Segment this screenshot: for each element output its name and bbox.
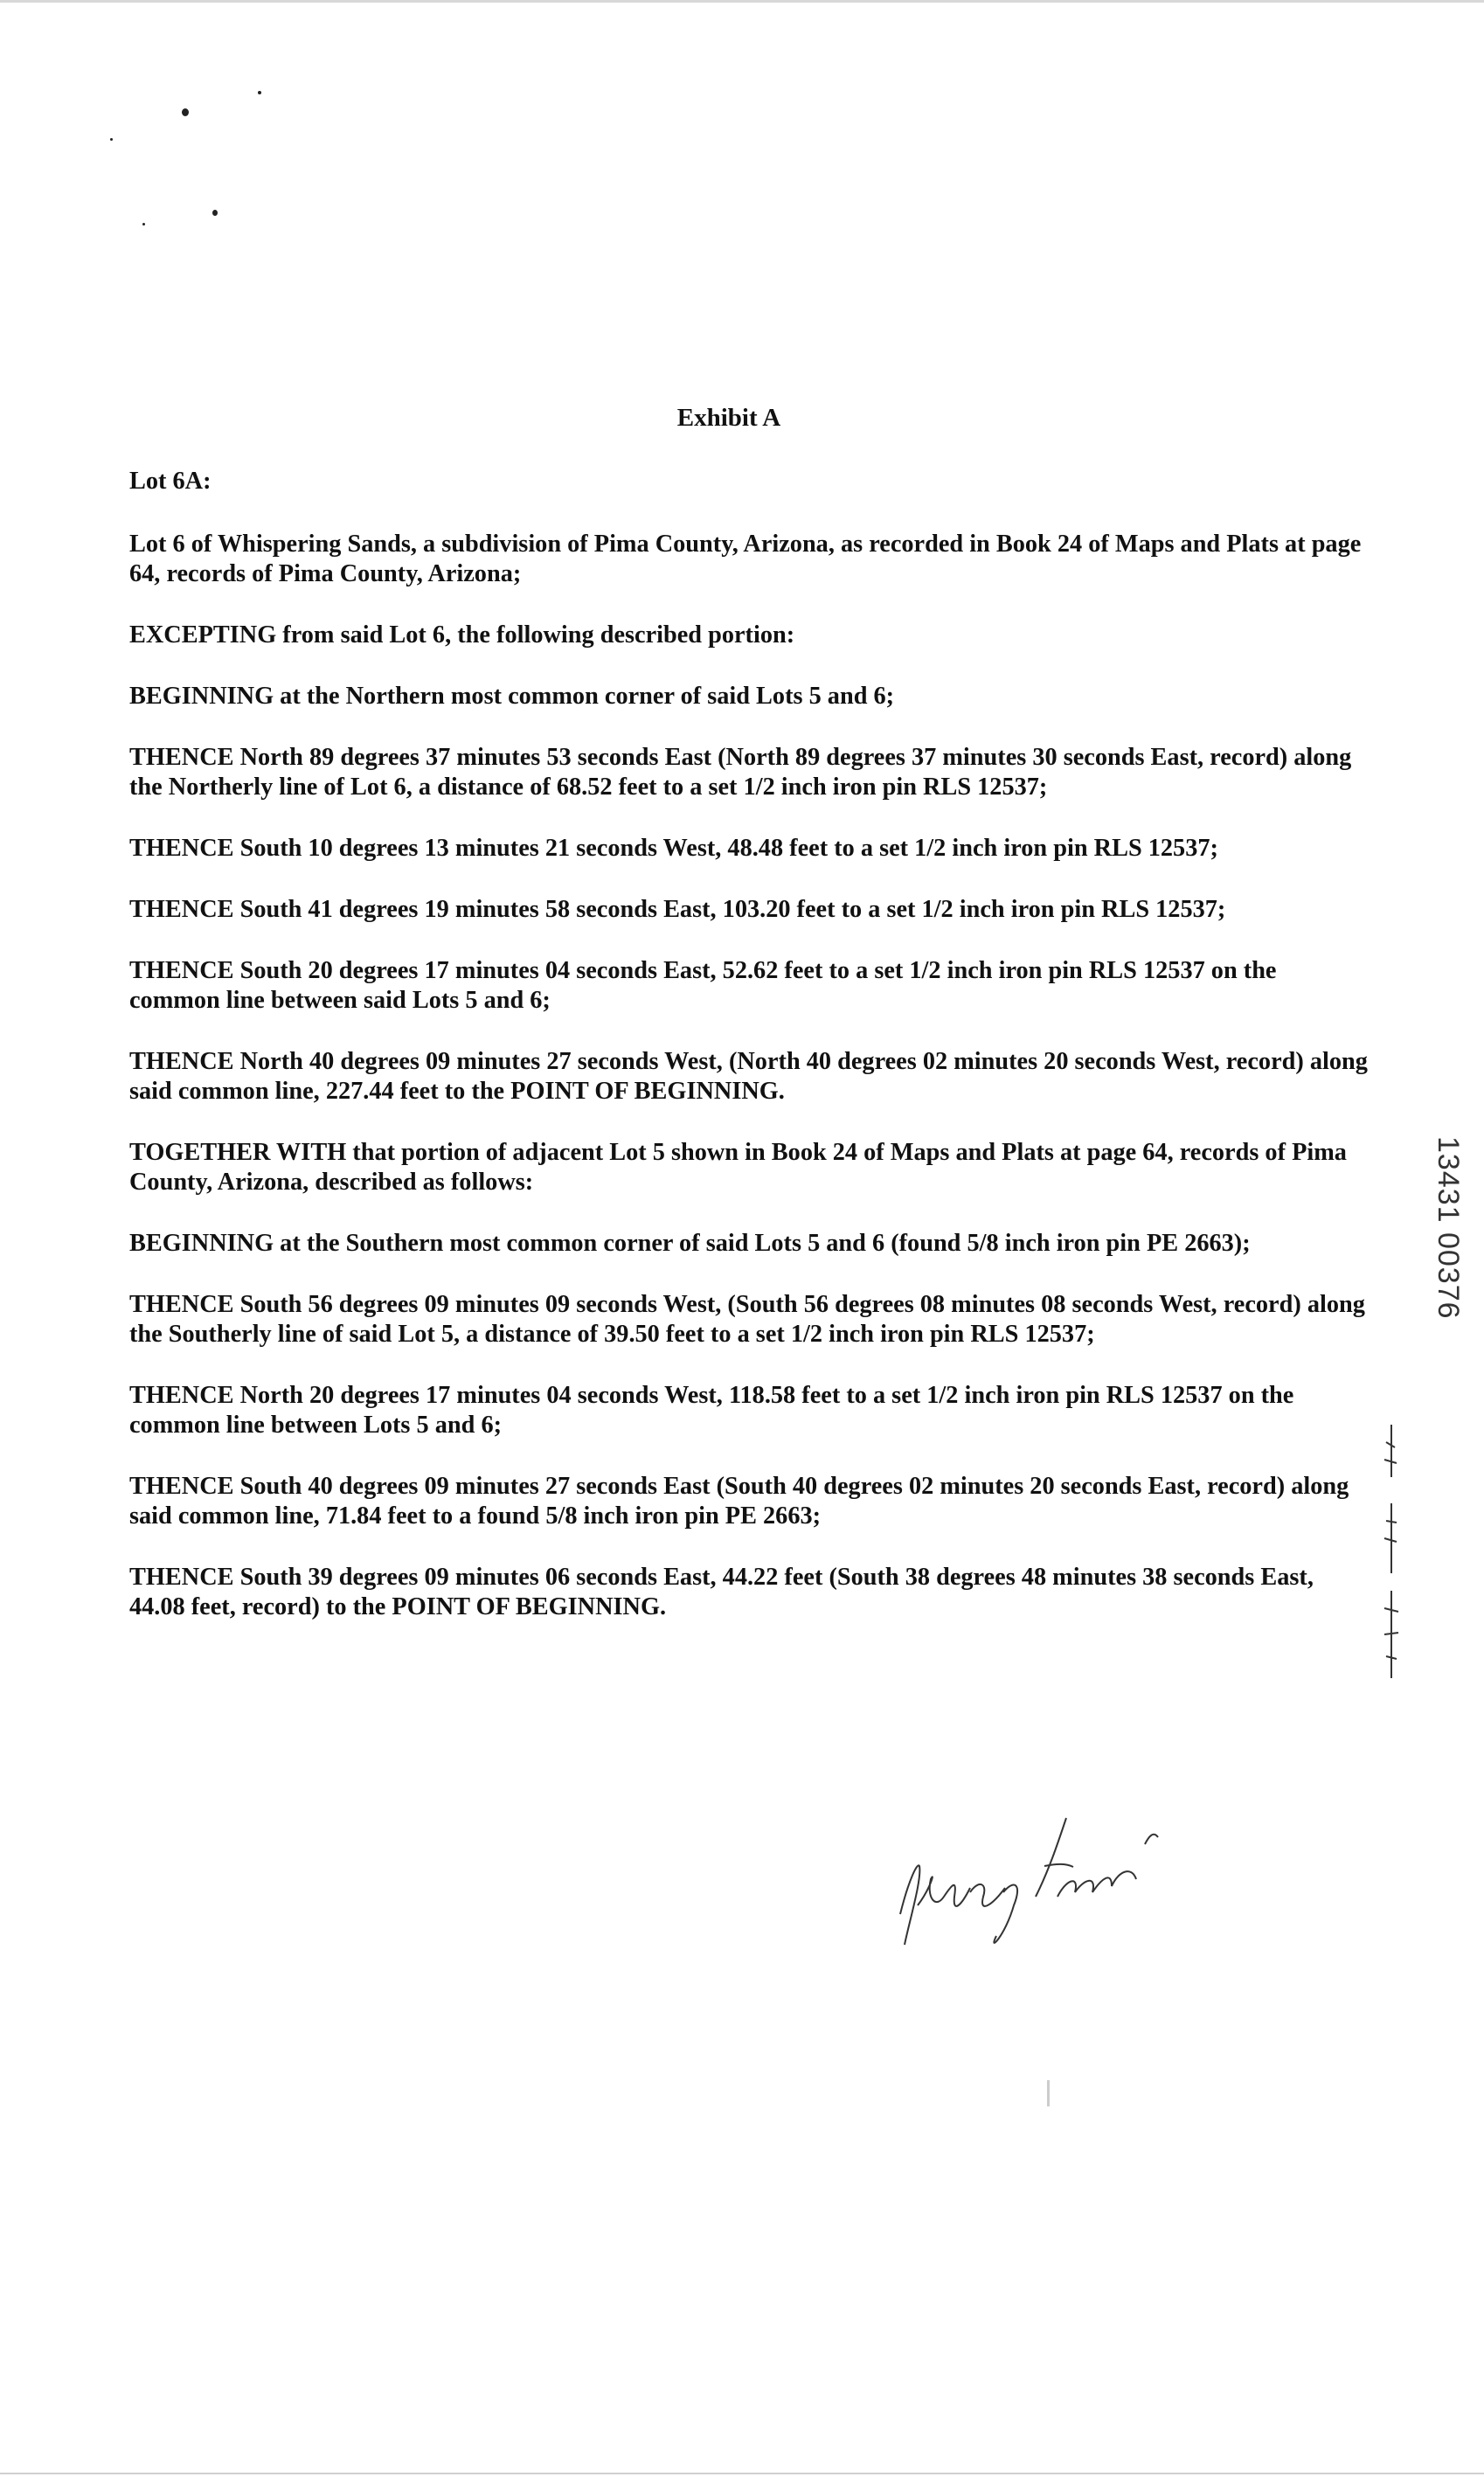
legal-description [129,467,1370,1654]
paragraph-excepting: EXCEPTING from said Lot 6, the following described portion: [129,621,795,649]
scan-speck [142,223,145,225]
paragraph-course-9: THENCE South 39 degrees 09 minutes 06 seconds East, 44.22 feet (South 38 degrees 48 minutes 38 seconds East, 44.08 feet, record) to the POINT OF BEGINNING. [129,1564,1314,1620]
scan-speck [212,210,218,216]
paragraph-course-3: THENCE South 41 degrees 19 minutes 58 seconds East, 103.20 feet to a set 1/2 inch iron pin RLS 12537; [129,896,1226,923]
recording-number: 13431 00376 [1432,1136,1465,1320]
paragraph-course-8: THENCE South 40 degrees 09 minutes 27 seconds East (South 40 degrees 02 minutes 20 seconds East, record) along said common line, 71.84 feet to a found 5/8 inch iron pin PE 2663; [129,1473,1349,1530]
exhibit-title: Exhibit A [676,404,781,432]
scan-top-edge [0,0,1484,3]
lot-heading: Lot 6A: [129,468,212,495]
scan-bottom-edge [0,2473,1484,2474]
paragraph-course-7: THENCE North 20 degrees 17 minutes 04 seconds West, 118.58 feet to a set 1/2 inch iron pin RLS 12537 on the common line between Lots 5 and 6; [129,1382,1294,1439]
paragraph-course-1: THENCE North 89 degrees 37 minutes 53 seconds East (North 89 degrees 37 minutes 30 seconds East, record) along the Northerly line of Lot 6, a distance of 68.52 feet to a set 1/2 inch iron pin RLS 12537; [129,744,1352,801]
paragraph-together-with: TOGETHER WITH that portion of adjacent Lot 5 shown in Book 24 of Maps and Plats at page 64, records of Pima County, Arizona, described as follows: [129,1139,1347,1196]
scan-speck [182,108,189,116]
paragraph-lot-6: Lot 6 of Whispering Sands, a subdivision of Pima County, Arizona, as recorded in Book 24 of Maps and Plats at page 64, records of Pima County, Arizona; [129,531,1362,587]
scan-speck [258,91,261,94]
margin-scribble [1374,1425,1409,1678]
scan-speck [110,138,113,141]
signature [883,1783,1180,1958]
paragraph-course-5: THENCE North 40 degrees 09 minutes 27 seconds West, (North 40 degrees 02 minutes 20 seconds West, record) along said common line, 227.44 feet to the POINT OF BEGINNING. [129,1048,1368,1105]
paragraph-course-4: THENCE South 20 degrees 17 minutes 04 seconds East, 52.62 feet to a set 1/2 inch iron pin RLS 12537 on the common line between said Lots 5 and 6; [129,957,1277,1014]
paragraph-beginning-north: BEGINNING at the Northern most common corner of said Lots 5 and 6; [129,683,895,710]
scan-mark [1047,2080,1050,2106]
paragraph-course-2: THENCE South 10 degrees 13 minutes 21 seconds West, 48.48 feet to a set 1/2 inch iron pin RLS 12537; [129,835,1218,862]
paragraph-course-6: THENCE South 56 degrees 09 minutes 09 seconds West, (South 56 degrees 08 minutes 08 seconds West, record) along the Southerly line of said Lot 5, a distance of 39.50 feet to a set 1/2 inch iron pin RLS 12537; [129,1291,1365,1348]
paragraph-beginning-south: BEGINNING at the Southern most common corner of said Lots 5 and 6 (found 5/8 inch iron pin PE 2663); [129,1230,1251,1257]
